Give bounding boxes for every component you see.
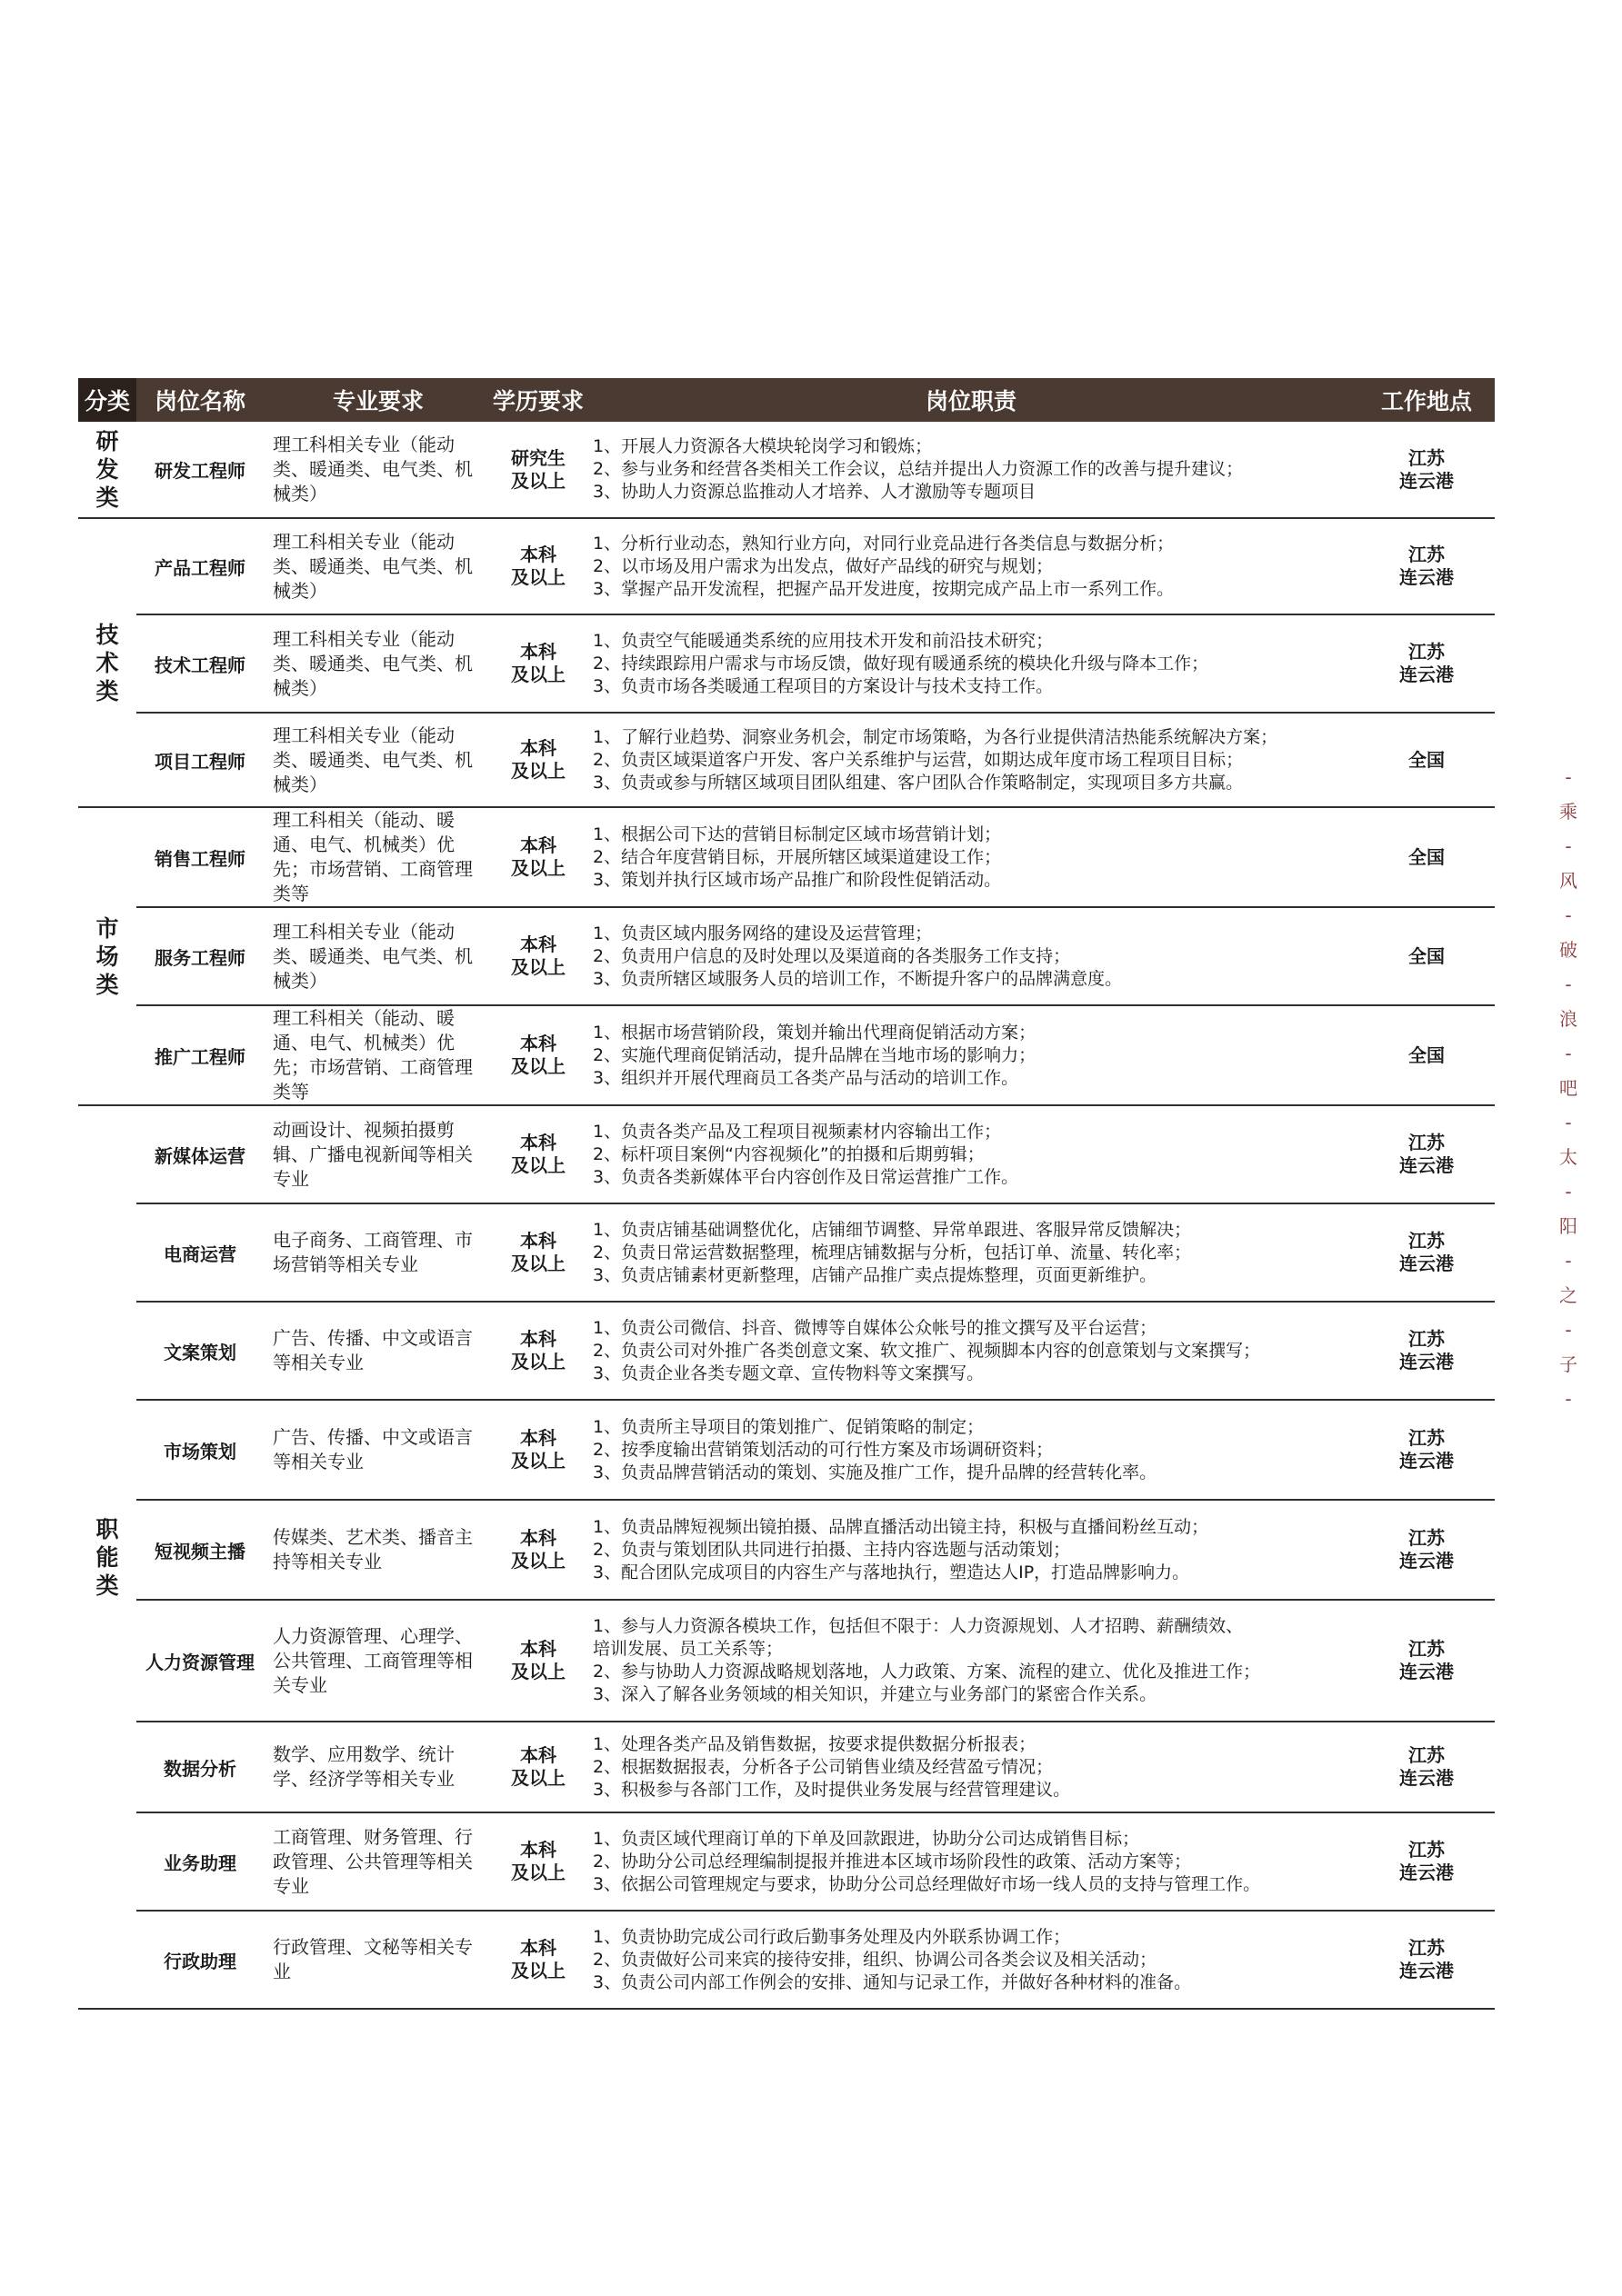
education-requirement <box>493 518 584 614</box>
duty-line: 3、负责企业各类专题文章、宣传物料等文案撰写。 <box>593 1363 985 1383</box>
location-line: 连云港 <box>1399 1661 1454 1682</box>
job-duties <box>584 1722 1358 1812</box>
location-line: 江苏 <box>1408 1132 1445 1153</box>
education-line: 本科 <box>520 641 556 663</box>
major-requirement: 广告、传播、中文或语言等相关专业 <box>264 1302 493 1400</box>
location-line: 连云港 <box>1399 1450 1454 1472</box>
duty-line: 3、配合团队完成项目的内容生产与落地执行，塑造达人IP，打造品牌影响力。 <box>593 1562 1190 1582</box>
education-requirement <box>493 1203 584 1302</box>
duty-line: 3、负责各类新媒体平台内容创作及日常运营推广工作。 <box>593 1166 1019 1187</box>
work-location <box>1358 518 1495 614</box>
education-line: 本科 <box>520 933 556 955</box>
duty-line: 2、标杆项目案例“内容视频化”的拍摄和后期剪辑； <box>593 1143 985 1164</box>
education-requirement <box>493 1500 584 1600</box>
job-duties <box>584 1005 1358 1105</box>
job-title: 行政助理 <box>136 1911 264 2009</box>
education-line: 及以上 <box>511 760 566 782</box>
side-note-separator: - <box>1565 973 1572 995</box>
table-row <box>78 907 1495 1005</box>
job-duties <box>584 614 1358 713</box>
duty-line: 1、负责各类产品及工程项目视频素材内容输出工作； <box>593 1121 1002 1142</box>
education-line: 本科 <box>520 1033 556 1054</box>
table-row <box>78 1400 1495 1500</box>
major-requirement: 广告、传播、中文或语言等相关专业 <box>264 1400 493 1500</box>
duty-line: 1、负责品牌短视频出镜拍摄、品牌直播活动出镜主持，积极与直播间粉丝互动； <box>593 1516 1209 1537</box>
side-note-char: 破 <box>1559 939 1577 961</box>
duty-line: 2、协助分公司总经理编制提报并推进本区域市场阶段性的政策、活动方案等； <box>593 1851 1192 1872</box>
duty-line: 2、实施代理商促销活动，提升品牌在当地市场的影响力； <box>593 1044 1036 1065</box>
major-requirement: 理工科相关专业（能动类、暖通类、电气类、机械类） <box>264 907 493 1005</box>
side-note-char: 之 <box>1559 1284 1577 1306</box>
location-line: 江苏 <box>1408 544 1445 565</box>
education-line: 本科 <box>520 1744 556 1766</box>
education-requirement <box>493 907 584 1005</box>
duty-line: 3、负责市场各类暖通工程项目的方案设计与技术支持工作。 <box>593 675 1054 696</box>
education-requirement <box>493 713 584 807</box>
duty-line: 2、按季度输出营销策划活动的可行性方案及市场调研资料； <box>593 1439 1054 1460</box>
major-requirement: 理工科相关（能动、暖通、电气、机械类）优先；市场营销、工商管理类等 <box>264 1005 493 1105</box>
location-line: 江苏 <box>1408 1839 1445 1861</box>
education-line: 本科 <box>520 1839 556 1861</box>
education-line: 及以上 <box>511 956 566 978</box>
work-location <box>1358 907 1495 1005</box>
duty-line: 1、负责协助完成公司行政后勤事务处理及内外联系协调工作； <box>593 1926 1071 1947</box>
major-requirement: 理工科相关专业（能动类、暖通类、电气类、机械类） <box>264 713 493 807</box>
duty-line: 培训发展、员工关系等； <box>593 1639 784 1659</box>
major-requirement: 理工科相关专业（能动类、暖通类、电气类、机械类） <box>264 614 493 713</box>
education-line: 研究生 <box>511 446 566 469</box>
job-title: 推广工程师 <box>136 1005 264 1105</box>
education-requirement <box>493 1400 584 1500</box>
duty-line: 3、组织并开展代理商员工各类产品与活动的培训工作。 <box>593 1067 1019 1088</box>
education-line: 本科 <box>520 1937 556 1959</box>
duty-line: 2、根据数据报表，分析各子公司销售业绩及经营盈亏情况； <box>593 1756 1054 1777</box>
side-note-char: 乘 <box>1559 801 1577 823</box>
duty-line: 2、负责用户信息的及时处理以及渠道商的各类服务工作支持； <box>593 945 1071 966</box>
major-requirement: 理工科相关（能动、暖通、电气、机械类）优先；市场营销、工商管理类等 <box>264 807 493 907</box>
category-cell <box>78 518 136 807</box>
location-line: 江苏 <box>1408 446 1445 469</box>
duty-line: 3、依据公司管理规定与要求，协助分公司总经理做好市场一线人员的支持与管理工作。 <box>593 1873 1261 1894</box>
job-title: 市场策划 <box>136 1400 264 1500</box>
duty-line: 3、负责所辖区域服务人员的培训工作，不断提升客户的品牌满意度。 <box>593 968 1123 989</box>
duty-line: 3、负责公司内部工作例会的安排、通知与记录工作，并做好各种材料的准备。 <box>593 1972 1192 1992</box>
job-duties <box>584 1105 1358 1203</box>
education-line: 及以上 <box>511 1767 566 1789</box>
major-requirement: 行政管理、文秘等相关专业 <box>264 1911 493 2009</box>
job-table <box>78 378 1495 2010</box>
education-line: 及以上 <box>511 1253 566 1274</box>
duty-line: 2、以市场及用户需求为出发点，做好产品线的研究与规划； <box>593 555 1054 576</box>
header-location: 工作地点 <box>1358 378 1495 422</box>
duty-line: 3、策划并执行区域市场产品推广和阶段性促销活动。 <box>593 869 1002 890</box>
table-body <box>78 422 1495 2009</box>
duty-line: 1、根据市场营销阶段，策划并输出代理商促销活动方案； <box>593 1022 1036 1043</box>
duty-line: 1、处理各类产品及销售数据，按要求提供数据分析报表； <box>593 1733 1036 1754</box>
education-line: 及以上 <box>511 1351 566 1373</box>
work-location <box>1358 1500 1495 1600</box>
education-requirement <box>493 1722 584 1812</box>
table-row <box>78 1302 1495 1400</box>
duty-line: 1、负责空气能暖通类系统的应用技术开发和前沿技术研究； <box>593 630 1054 651</box>
education-line: 及以上 <box>511 469 566 492</box>
major-requirement: 工商管理、财务管理、行政管理、公共管理等相关专业 <box>264 1812 493 1911</box>
work-location <box>1358 1812 1495 1911</box>
table-row <box>78 614 1495 713</box>
job-title: 研发工程师 <box>136 422 264 518</box>
job-title: 文案策划 <box>136 1302 264 1400</box>
location-line: 连云港 <box>1399 469 1454 492</box>
job-title: 产品工程师 <box>136 518 264 614</box>
education-line: 本科 <box>520 544 556 565</box>
table-row <box>78 1911 1495 2009</box>
job-duties <box>584 1600 1358 1722</box>
job-duties <box>584 1400 1358 1500</box>
education-requirement <box>493 1812 584 1911</box>
education-line: 及以上 <box>511 857 566 879</box>
job-title: 服务工程师 <box>136 907 264 1005</box>
location-line: 连云港 <box>1399 1960 1454 1982</box>
major-requirement: 理工科相关专业（能动类、暖通类、电气类、机械类） <box>264 518 493 614</box>
job-title: 短视频主播 <box>136 1500 264 1600</box>
job-title: 销售工程师 <box>136 807 264 907</box>
category-name: 市场类 <box>95 914 119 998</box>
education-line: 本科 <box>520 1328 556 1350</box>
education-requirement <box>493 1302 584 1400</box>
job-title: 项目工程师 <box>136 713 264 807</box>
category-cell <box>78 422 136 518</box>
major-requirement: 电子商务、工商管理、市场营销等相关专业 <box>264 1203 493 1302</box>
category-name: 职能类 <box>95 1515 119 1599</box>
side-note-separator: - <box>1565 835 1572 857</box>
side-note-separator: - <box>1565 1181 1572 1203</box>
job-title: 电商运营 <box>136 1203 264 1302</box>
side-note-char: 子 <box>1559 1353 1577 1375</box>
duty-line: 1、负责区域代理商订单的下单及回款跟进，协助分公司达成销售目标； <box>593 1828 1140 1849</box>
work-location <box>1358 1722 1495 1812</box>
major-requirement: 人力资源管理、心理学、公共管理、工商管理等相关专业 <box>264 1600 493 1722</box>
location-line: 江苏 <box>1408 1937 1445 1959</box>
education-requirement <box>493 807 584 907</box>
work-location <box>1358 1911 1495 2009</box>
location-line: 江苏 <box>1408 1230 1445 1252</box>
side-note <box>1558 760 1578 1416</box>
education-line: 及以上 <box>511 1154 566 1176</box>
table-row <box>78 713 1495 807</box>
side-note-char: 浪 <box>1559 1008 1577 1030</box>
location-line: 全国 <box>1408 748 1445 771</box>
side-note-separator: - <box>1565 1250 1572 1272</box>
location-line: 江苏 <box>1408 1638 1445 1660</box>
header-title: 岗位名称 <box>136 378 264 422</box>
side-note-separator: - <box>1565 766 1572 788</box>
major-requirement: 理工科相关专业（能动类、暖通类、电气类、机械类） <box>264 422 493 518</box>
side-note-char: 太 <box>1559 1146 1577 1168</box>
duty-line: 2、负责公司对外推广各类创意文案、软文推广、视频脚本内容的创意策划与文案撰写； <box>593 1340 1261 1361</box>
category-cell <box>78 807 136 1105</box>
job-duties <box>584 713 1358 807</box>
work-location <box>1358 614 1495 713</box>
location-line: 连云港 <box>1399 566 1454 588</box>
education-line: 本科 <box>520 1638 556 1660</box>
location-line: 连云港 <box>1399 1767 1454 1789</box>
job-duties <box>584 422 1358 518</box>
work-location <box>1358 807 1495 907</box>
duty-line: 1、负责店铺基础调整优化，店铺细节调整、异常单跟进、客服异常反馈解决； <box>593 1219 1192 1240</box>
education-line: 本科 <box>520 834 556 856</box>
duty-line: 2、负责日常运营数据整理，梳理店铺数据与分析，包括订单、流量、转化率； <box>593 1242 1192 1263</box>
table-row <box>78 1500 1495 1600</box>
job-duties <box>584 1203 1358 1302</box>
table-row <box>78 1203 1495 1302</box>
duty-line: 3、负责品牌营销活动的策划、实施及推广工作，提升品牌的经营转化率。 <box>593 1462 1157 1482</box>
work-location <box>1358 1600 1495 1722</box>
education-line: 及以上 <box>511 1055 566 1077</box>
duty-line: 2、负责与策划团队共同进行拍摄、主持内容选题与活动策划； <box>593 1539 1071 1560</box>
major-requirement: 传媒类、艺术类、播音主持等相关专业 <box>264 1500 493 1600</box>
education-line: 本科 <box>520 737 556 759</box>
duty-line: 2、负责做好公司来宾的接待安排，组织、协调公司各类会议及相关活动； <box>593 1949 1157 1970</box>
category-name: 技术类 <box>95 621 119 704</box>
duty-line: 2、结合年度营销目标，开展所辖区域渠道建设工作； <box>593 846 1002 867</box>
major-requirement: 数学、应用数学、统计学、经济学等相关专业 <box>264 1722 493 1812</box>
work-location <box>1358 1105 1495 1203</box>
table-row <box>78 1105 1495 1203</box>
education-requirement <box>493 1911 584 2009</box>
location-line: 江苏 <box>1408 1744 1445 1766</box>
work-location <box>1358 1400 1495 1500</box>
duty-line: 1、参与人力资源各模块工作，包括但不限于：人力资源规划、人才招聘、薪酬绩效、 <box>593 1616 1244 1636</box>
side-note-separator: - <box>1565 1319 1572 1341</box>
job-title: 技术工程师 <box>136 614 264 713</box>
job-title: 新媒体运营 <box>136 1105 264 1203</box>
category-name: 研发类 <box>95 428 119 511</box>
location-line: 全国 <box>1408 1043 1445 1066</box>
header-major: 专业要求 <box>264 378 493 422</box>
duty-line: 2、参与协助人力资源战略规划落地，人力政策、方案、流程的建立、优化及推进工作； <box>593 1662 1261 1682</box>
work-location <box>1358 713 1495 807</box>
location-line: 江苏 <box>1408 1527 1445 1549</box>
job-title: 人力资源管理 <box>136 1600 264 1722</box>
work-location <box>1358 1005 1495 1105</box>
education-line: 本科 <box>520 1527 556 1549</box>
job-duties <box>584 1500 1358 1600</box>
table-row <box>78 518 1495 614</box>
duty-line: 2、持续跟踪用户需求与市场反馈，做好现有暖通系统的模块化升级与降本工作； <box>593 653 1209 674</box>
location-line: 连云港 <box>1399 1351 1454 1373</box>
side-note-separator: - <box>1565 904 1572 926</box>
duty-line: 3、协助人力资源总监推动人才培养、人才激励等专题项目 <box>593 482 1036 502</box>
job-duties <box>584 907 1358 1005</box>
category-cell <box>78 1105 136 2009</box>
duty-line: 1、负责公司微信、抖音、微博等自媒体公众帐号的推文撰写及平台运营； <box>593 1317 1157 1338</box>
education-line: 及以上 <box>511 1450 566 1472</box>
duty-line: 1、负责区域内服务网络的建设及运营管理； <box>593 923 933 943</box>
education-requirement <box>493 422 584 518</box>
location-line: 全国 <box>1408 944 1445 967</box>
duty-line: 3、负责店铺素材更新整理，店铺产品推广卖点提炼整理，页面更新维护。 <box>593 1264 1157 1285</box>
table-row <box>78 1812 1495 1911</box>
education-line: 及以上 <box>511 1862 566 1883</box>
location-line: 连云港 <box>1399 664 1454 685</box>
duty-line: 3、掌握产品开发流程，把握产品开发进度，按期完成产品上市一系列工作。 <box>593 578 1175 599</box>
major-requirement: 动画设计、视频拍摄剪辑、广播电视新闻等相关专业 <box>264 1105 493 1203</box>
job-duties <box>584 1911 1358 2009</box>
table-header-row <box>78 378 1495 422</box>
side-note-separator: - <box>1565 1043 1572 1064</box>
header-category: 分类 <box>78 378 136 422</box>
education-line: 及以上 <box>511 566 566 588</box>
work-location <box>1358 1203 1495 1302</box>
job-title: 数据分析 <box>136 1722 264 1812</box>
education-requirement <box>493 1005 584 1105</box>
table-row <box>78 1722 1495 1812</box>
table-row <box>78 422 1495 518</box>
header-education: 学历要求 <box>493 378 584 422</box>
location-line: 连云港 <box>1399 1862 1454 1883</box>
location-line: 江苏 <box>1408 641 1445 663</box>
duty-line: 2、负责区域渠道客户开发、客户关系维护与运营，如期达成年度市场工程项目目标； <box>593 749 1244 770</box>
side-note-char: 风 <box>1559 870 1577 892</box>
education-requirement <box>493 1105 584 1203</box>
work-location <box>1358 1302 1495 1400</box>
duty-line: 3、积极参与各部门工作，及时提供业务发展与经营管理建议。 <box>593 1779 1071 1800</box>
side-note-separator: - <box>1565 1112 1572 1133</box>
job-duties <box>584 807 1358 907</box>
duty-line: 1、了解行业趋势、洞察业务机会，制定市场策略，为各行业提供清洁热能系统解决方案； <box>593 726 1278 747</box>
education-line: 本科 <box>520 1132 556 1153</box>
table-row <box>78 1600 1495 1722</box>
side-note-char: 阳 <box>1559 1215 1577 1237</box>
side-note-char: 吧 <box>1559 1077 1577 1099</box>
location-line: 江苏 <box>1408 1427 1445 1449</box>
education-line: 本科 <box>520 1230 556 1252</box>
table-row <box>78 807 1495 907</box>
duty-line: 1、负责所主导项目的策划推广、促销策略的制定； <box>593 1416 985 1437</box>
duty-line: 3、深入了解各业务领域的相关知识，并建立与业务部门的紧密合作关系。 <box>593 1684 1157 1704</box>
education-requirement <box>493 1600 584 1722</box>
job-duties <box>584 1812 1358 1911</box>
job-title: 业务助理 <box>136 1812 264 1911</box>
work-location <box>1358 422 1495 518</box>
education-line: 及以上 <box>511 1661 566 1682</box>
location-line: 连云港 <box>1399 1154 1454 1176</box>
education-line: 及以上 <box>511 1550 566 1572</box>
education-line: 及以上 <box>511 664 566 685</box>
education-requirement <box>493 614 584 713</box>
duty-line: 3、负责或参与所辖区域项目团队组建、客户团队合作策略制定，实现项目多方共赢。 <box>593 772 1244 793</box>
job-duties <box>584 1302 1358 1400</box>
location-line: 全国 <box>1408 845 1445 868</box>
education-line: 及以上 <box>511 1960 566 1982</box>
table-row <box>78 1005 1495 1105</box>
duty-line: 1、分析行业动态，熟知行业方向，对同行业竞品进行各类信息与数据分析； <box>593 533 1175 554</box>
duty-line: 1、开展人力资源各大模块轮岗学习和锻炼； <box>593 436 933 456</box>
duty-line: 2、参与业务和经营各类相关工作会议，总结并提出人力资源工作的改善与提升建议； <box>593 459 1244 479</box>
duty-line: 1、根据公司下达的营销目标制定区域市场营销计划； <box>593 824 1002 844</box>
location-line: 江苏 <box>1408 1328 1445 1350</box>
location-line: 连云港 <box>1399 1253 1454 1274</box>
education-line: 本科 <box>520 1427 556 1449</box>
header-duties: 岗位职责 <box>584 378 1358 422</box>
job-duties <box>584 518 1358 614</box>
location-line: 连云港 <box>1399 1550 1454 1572</box>
side-note-separator: - <box>1565 1388 1572 1410</box>
